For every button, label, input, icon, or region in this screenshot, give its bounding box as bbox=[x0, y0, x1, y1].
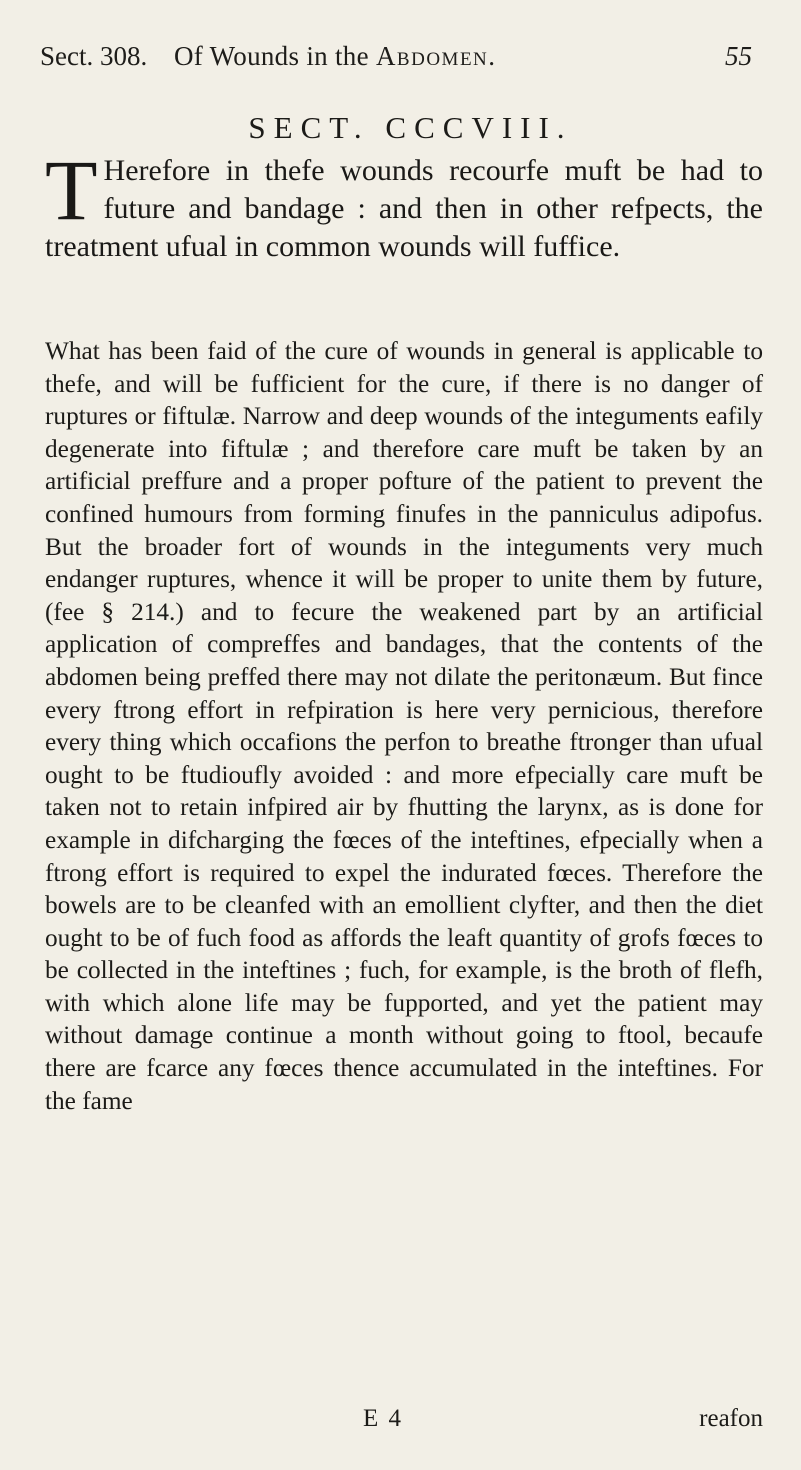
signature-mark: E 4 bbox=[363, 1405, 404, 1432]
page-footer bbox=[45, 1402, 763, 1436]
running-title-prefix: Of Wounds in the bbox=[174, 41, 369, 71]
section-reference: Sect. 308. bbox=[40, 41, 148, 71]
running-head bbox=[40, 36, 760, 76]
aphorism-text: Herefore in thefe wounds recourfe muft be had to future and bandage : and then in other refpects, the treatment ufual in common wounds will fuffice. bbox=[45, 154, 763, 263]
drop-cap-initial: T bbox=[45, 142, 98, 238]
page-number: 55 bbox=[725, 41, 752, 71]
catchword: reafon bbox=[699, 1405, 763, 1432]
aphorism-summary bbox=[45, 142, 763, 266]
commentary-paragraph: What has been faid of the cure of wounds in general is applicable to thefe, and will be fufficient for the cure, if there is no danger of ruptures or fiftulæ. Narrow and deep wounds of the integuments eafily degenerate into fiftulæ ; and therefore care muft be taken by an artificial preffure and a proper pofture of the patient to prevent the confined humours from forming finufes in the panniculus adipofus. But the broader fort of wounds in the integuments very much endanger ruptures, whence it will be proper to unite them by future, (fee § 214.) and to fecure the weakened part by an artificial application of compreffes and bandages, that the contents of the abdomen being preffed there may not dilate the peritonæum. But fince every ftrong effort in refpiration is here very pernicious, therefore every thing which occafions the perfon to breathe ftronger than ufual ought to be ftudioufly avoided : and more efpecially care muft be taken not to retain infpired air by fhutting the larynx, as is done for example in difcharging the fœces of the inteftines, efpecially when a ftrong effort is required to expel the indurated fœces. Therefore the bowels are to be cleanfed with an emollient clyfter, and then the diet ought to be of fuch food as affords the leaft quantity of grofs fœces to be collected in the inteftines ; fuch, for example, is the broth of flefh, with which alone life may be fupported, and yet the patient may without damage continue a month without going to ftool, becaufe there are fcarce any fœces thence accumulated in the inteftines. For the fame bbox=[45, 337, 763, 1115]
section-title: SECT. CCCVIII. bbox=[248, 110, 573, 145]
running-title bbox=[174, 36, 497, 76]
running-title-caps: Abdomen. bbox=[375, 41, 497, 71]
